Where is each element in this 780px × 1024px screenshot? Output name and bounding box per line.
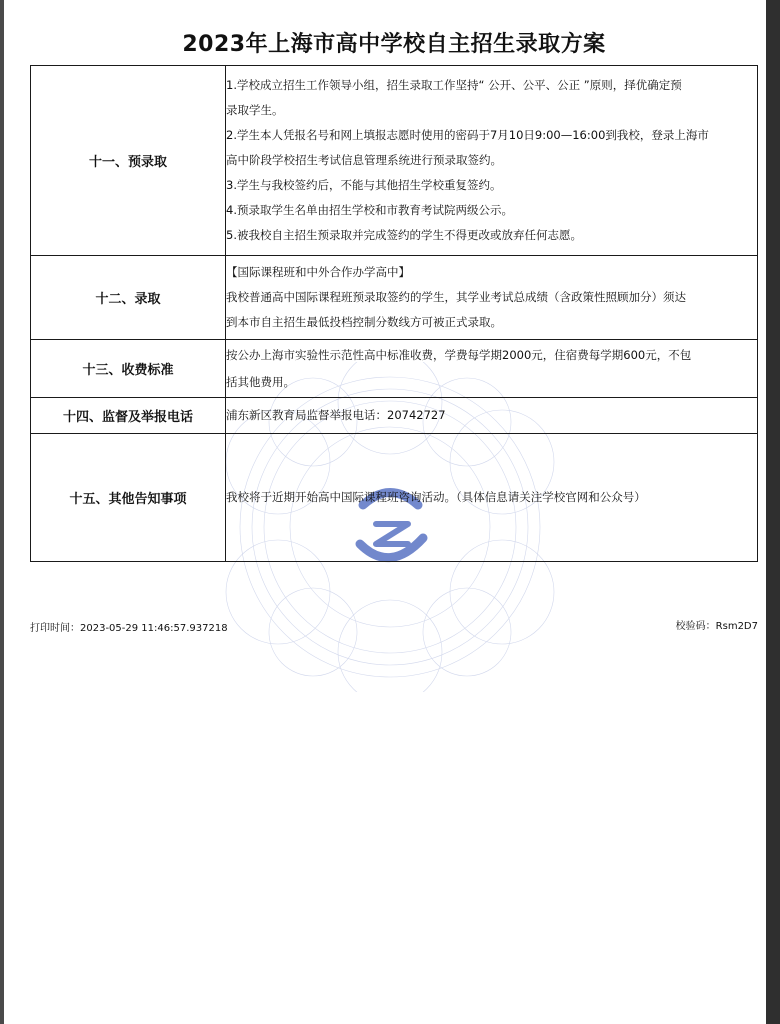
section-label-admission: 十二、录取: [31, 256, 226, 340]
viewer-left-edge: [0, 0, 4, 1024]
section-label-pre-admission: 十一、预录取: [31, 66, 226, 256]
content-line: 我校普通高中国际课程班预录取签约的学生，其学业考试总成绩（含政策性照顾加分）须达: [226, 290, 686, 304]
section-content-other-notices: [226, 434, 758, 562]
content-line: 录取学生。: [226, 103, 284, 117]
content-line: 4.预录取学生名单由招生学校和市教育考试院两级公示。: [226, 203, 513, 217]
content-line: 高中阶段学校招生考试信息管理系统进行预录取签约。: [226, 153, 502, 167]
table-row: [31, 66, 758, 256]
section-content-fees: [226, 340, 758, 398]
content-line: 按公办上海市实验性示范性高中标准收费，学费每学期2000元，住宿费每学期600元，不包: [226, 347, 692, 362]
checksum: 校验码：Rsm2D7: [675, 621, 758, 632]
content-line: 括其他费用。: [226, 374, 295, 389]
content-line: 【国际课程班和中外合作办学高中】: [226, 265, 410, 279]
table-row: [31, 434, 758, 562]
print-time: 打印时间：2023-05-29 11:46:57.937218: [30, 623, 228, 634]
section-content-admission: [226, 256, 758, 340]
section-label-other-notices: 十五、其他告知事项: [31, 434, 226, 562]
section-label-fees: 十三、收费标准: [31, 340, 226, 398]
content-line: 到本市自主招生最低投档控制分数线方可被正式录取。: [226, 315, 502, 329]
table-row: [31, 340, 758, 398]
section-content-hotline: [226, 398, 758, 434]
content-line: 2.学生本人凭报名号和网上填报志愿时使用的密码于7月10日9:00—16:00到我校，登录上海市: [226, 128, 709, 142]
table-row: [31, 398, 758, 434]
content-line: 5.被我校自主招生预录取并完成签约的学生不得更改或放弃任何志愿。: [226, 228, 582, 242]
table-row: [31, 256, 758, 340]
section-content-pre-admission: [226, 66, 758, 256]
content-line: 3.学生与我校签约后，不能与其他招生学校重复签约。: [226, 178, 502, 192]
section-label-hotline: 十四、监督及举报电话: [31, 398, 226, 434]
content-line: 浦东新区教育局监督举报电话：20742727: [226, 408, 446, 422]
content-line: 1.学校成立招生工作领导小组，招生录取工作坚持“ 公开、公平、公正 ”原则，择优确定预: [226, 78, 682, 92]
document-title: 2023年上海市高中学校自主招生录取方案: [182, 32, 606, 57]
admission-plan-table: [30, 65, 758, 562]
content-line: 我校将于近期开始高中国际课程班咨询活动。（具体信息请关注学校官网和公众号）: [226, 490, 646, 504]
viewer-scrollbar[interactable]: [766, 0, 780, 1024]
